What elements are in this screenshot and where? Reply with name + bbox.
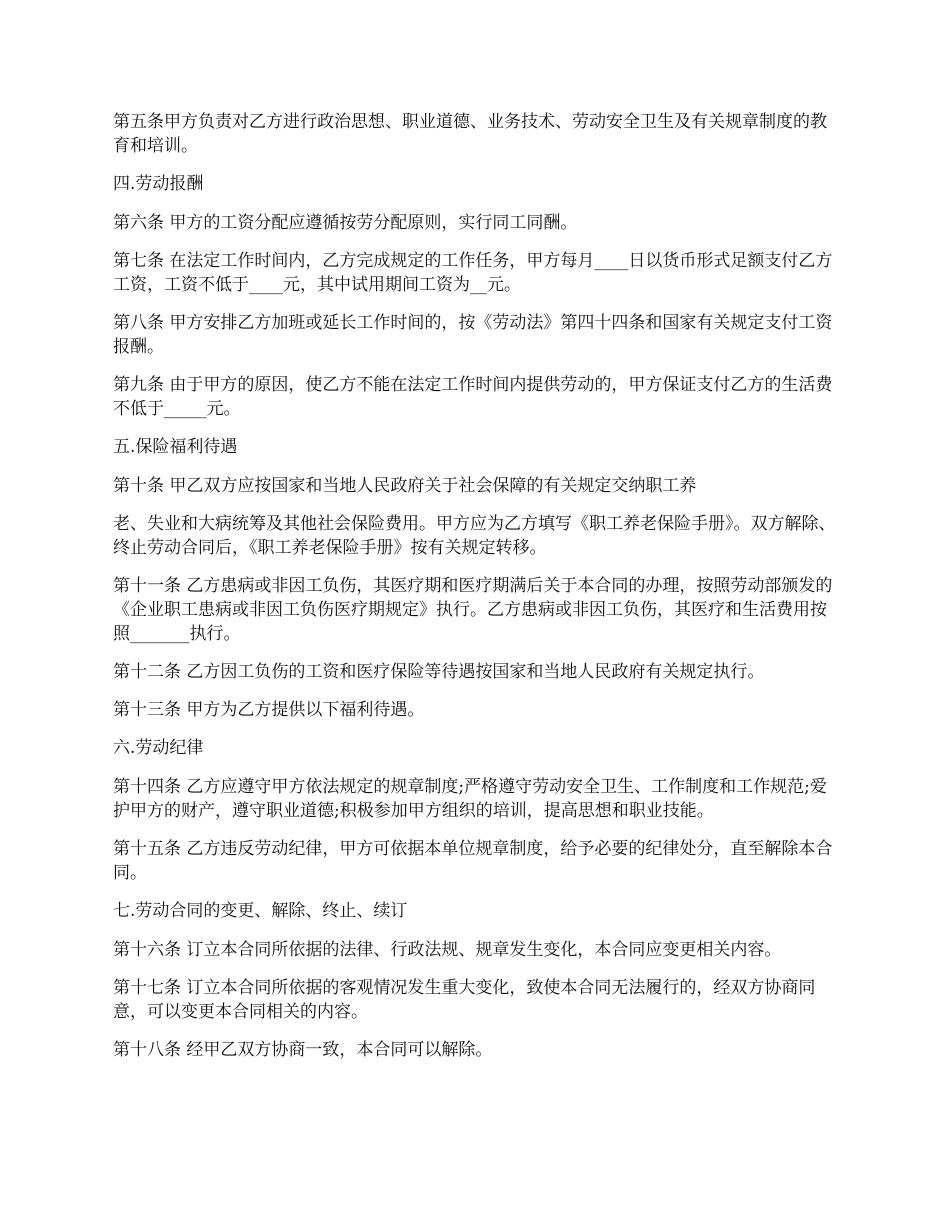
clause-6: 第六条 甲方的工资分配应遵循按劳分配原则，实行同工同酬。: [113, 213, 578, 233]
clause-7: 第七条 在法定工作时间内，乙方完成规定的工作任务，甲方每月____日以货币形式足额支付乙方工资，工资不低于____元，其中试用期间工资为__元。: [113, 251, 833, 295]
section-heading-7: 七.劳动合同的变更、解除、终止、续订: [113, 901, 408, 921]
clause-14: 第十四条 乙方应遵守甲方依法规定的规章制度;严格遵守劳动安全卫生、工作制度和工作规范;爱护甲方的财产，遵守职业道德;积极参加甲方组织的培训，提高思想和职业技能。: [113, 777, 827, 821]
clause-13: 第十三条 甲方为乙方提供以下福利待遇。: [113, 700, 425, 720]
section-heading-4: 四.劳动报酬: [113, 174, 204, 194]
clause-16: 第十六条 订立本合同所依据的法律、行政法规、规章发生变化，本合同应变更相关内容。: [113, 940, 782, 960]
clause-15: 第十五条 乙方违反劳动纪律，甲方可依据本单位规章制度，给予必要的纪律处分，直至解除本合同。: [113, 839, 833, 883]
document-page: [113, 110, 843, 1076]
clause-10-continued: 老、失业和大病统筹及其他社会保险费用。甲方应为乙方填写《职工养老保险手册》。双方解除、终止劳动合同后，《职工养老保险手册》按有关规定转移。: [113, 514, 836, 558]
clause-11: 第十一条 乙方患病或非因工负伤，其医疗期和医疗期满后关于本合同的办理，按照劳动部颁发的《企业职工患病或非因工负伤医疗期规定》执行。乙方患病或非因工负伤，其医疗和生活费用按照_______执行。: [113, 576, 833, 644]
section-heading-6: 六.劳动纪律: [113, 738, 204, 758]
clause-5: 第五条甲方负责对乙方进行政治思想、职业道德、业务技术、劳动安全卫生及有关规章制度的教育和培训。: [113, 112, 827, 156]
clause-9: 第九条 由于甲方的原因，使乙方不能在法定工作时间内提供劳动的，甲方保证支付乙方的生活费不低于_____元。: [113, 375, 833, 419]
clause-18: 第十八条 经甲乙双方协商一致，本合同可以解除。: [113, 1040, 493, 1060]
section-heading-5: 五.保险福利待遇: [113, 437, 238, 457]
clause-10: 第十条 甲乙双方应按国家和当地人民政府关于社会保障的有关规定交纳职工养: [113, 476, 697, 496]
clause-8: 第八条 甲方安排乙方加班或延长工作时间的，按《劳动法》第四十四条和国家有关规定支付工资报酬。: [113, 313, 833, 357]
clause-12: 第十二条 乙方因工负伤的工资和医疗保险等待遇按国家和当地人民政府有关规定执行。: [113, 662, 765, 682]
clause-17: 第十七条 订立本合同所依据的客观情况发生重大变化，致使本合同无法履行的，经双方协商同意，可以变更本合同相关的内容。: [113, 978, 816, 1022]
